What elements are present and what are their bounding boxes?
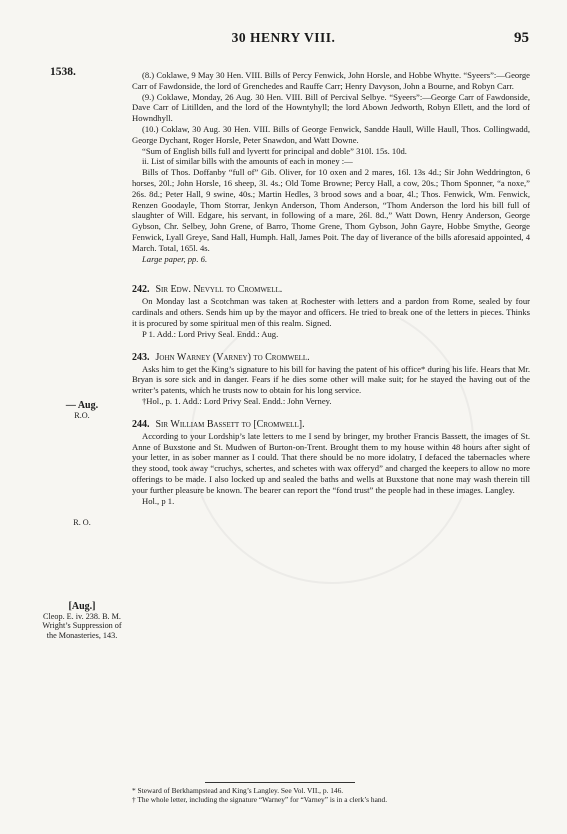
paragraph: “Sum of English bills full and lyvertt for principal and doble” 310l. 15s. 10d. (142, 145, 407, 156)
footnote: * Steward of Berkhampstead and King’s Langley. See Vol. VII., p. 146. (132, 786, 344, 795)
margin-date: [Aug.] (68, 601, 96, 612)
large-paper-note: Large paper, pp. 6. (142, 253, 208, 264)
paragraph: (8.) Coklawe, 9 May 30 Hen. VIII. Bills of Percy Fenwick, John Horsle, and Hobbe Whytte. “Syeers”:—George Carr of Fawdonside, the lord of Grenchedes and Rauffe Carr; Henry Davyson, John a Bourne, and Robyn Carr. (132, 70, 530, 91)
running-head (0, 30, 567, 50)
entry-heading-244 (132, 418, 530, 431)
main-text (132, 70, 530, 506)
page-number: 95 (514, 30, 529, 46)
paragraph: (9.) Coklawe, Monday, 26 Aug. 30 Hen. VIII. Bill of Percival Selbye. “Syeers”:—George Carr of Fawdonside, Dave Carr of Litillden, and the lord of the Howntyhyll; the lord Abown Jedworth, Robyn Ellett, and the lord of Howndhyll. (132, 91, 530, 124)
entry-endorsement: P 1. Add.: Lord Privy Seal. Endd.: Aug. (142, 328, 279, 339)
margin-year: 1538. (50, 66, 76, 78)
entry-number: 244. (132, 418, 150, 430)
entry-text: Asks him to get the King’s signature to his bill for having the patent of his office* during his life. Hears that Mr. Bryan is sore sick and in danger. Fears if he dies some other will make suit; for he stayed the having out of the writer’s patents, which he trusts now to obtain for his long service. (132, 363, 530, 396)
paragraph: ii. List of similar bills with the amounts of each in money :— (142, 156, 353, 167)
footnote: † The whole letter, including the signature “Warney” for “Varney” is in a clerk’s hand. (132, 795, 388, 804)
page-title: 30 HENRY VIII. (231, 30, 336, 45)
entry-number: 242. (132, 284, 150, 296)
margin-date: — Aug. (65, 400, 99, 411)
footnotes (132, 786, 530, 804)
margin-note-243 (42, 518, 122, 528)
margin-ref: R. O. (73, 518, 91, 527)
entry-text: According to your Lordship’s late letters to me I send by bringer, my brother Francis Bassett, the images of St. Anne of Buxstone and St. Mudwen of Burton-on-Trent. Brought them to my house within 48 hours after sight of your letter, in as sober manner as I could. That there should be no more idolatry, I defaced the tabernacles where they stood, took away “cruchys, schertes, and schetes with wax offeryd” and charged the keepers to allow no more offerings to be made. I also locked up and sealed the baths and wells at Buxstone that none may wash therein till your further pleasure be known. The bearer can report the “fond trust” the people had in these images. Langley. (132, 430, 530, 495)
margin-note-242 (42, 401, 122, 420)
footnote-rule (205, 782, 355, 783)
entry-heading-242 (132, 283, 530, 296)
entry-title: Sir William Bassett to [Cromwell]. (155, 418, 305, 430)
entry-text: On Monday last a Scotchman was taken at Rochester with letters and a pardon from Rome, sealed by four cardinals and others. Sends him up by the mayor and officers. He tried to break one of the letters in pieces. Thinks it is procured by some spiritual men of this realm. Signed. (132, 296, 530, 328)
margin-note-244 (42, 602, 122, 640)
entry-endorsement: Hol., p 1. (142, 495, 175, 506)
paragraph: (10.) Coklaw, 30 Aug. 30 Hen. VIII. Bills of George Fenwick, Sandde Haull, Wille Haull, Thos. Collingwadd, George Dychant, Roger Horsle, Peter Snawdon, and Watt Downe. (132, 123, 530, 145)
entry-heading-243 (132, 351, 530, 364)
entry-number: 243. (132, 351, 150, 363)
entry-title: Sir Edw. Nevyll to Cromwell. (155, 284, 283, 296)
paragraph: Bills of Thos. Doffanby “full of” Gib. Oliver, for 10 oxen and 2 mares, 16l. 13s 4d.; Sir John Weddrington, 6 horses, 20l.; John Horsle, 16 sheep, 3l. 4s.; Old Tome Browne; Percy Hall, a cow, 20s.; Thom Sponner, “a noxe,” 26s. 8d.; Peter Hall, 9 swine, 40s.; Martin Hedles, 3 brood sows and a boar, 4l.; Thos. Fenwick, Wm. Fenwick, Renzen Goodayle, Thom Storrar, Jenkyn Anderson, Thom Anderson, “Thom Anderson the lord his bill full of slaughter of Will. Edgare, his servant, in following of a mare, 26l. 8d.,” Watt Down, Henry Anderson, George Gybson, Chr. Selbey, John Grene, of Barro, Thome Grene, Thom Gybson, John Gayre, Hobbe Smythe, George Fenwick, Lyall Greye, Sand Hall, Humph. Hall, James Poit. The day of liverance of the bills aforesaid appointed, 4 March. Total, 165l. 4s. (132, 167, 530, 253)
entry-endorsement: †Hol., p. 1. Add.: Lord Privy Seal. Endd.: John Verney. (142, 395, 332, 406)
margin-ref: R.O. (74, 410, 90, 420)
entry-title: John Warney (Varney) to Cromwell. (155, 351, 310, 363)
margin-ref: Cleop. E. iv. 238. B. M. Wright’s Suppression of the Monasteries, 143. (42, 611, 122, 640)
